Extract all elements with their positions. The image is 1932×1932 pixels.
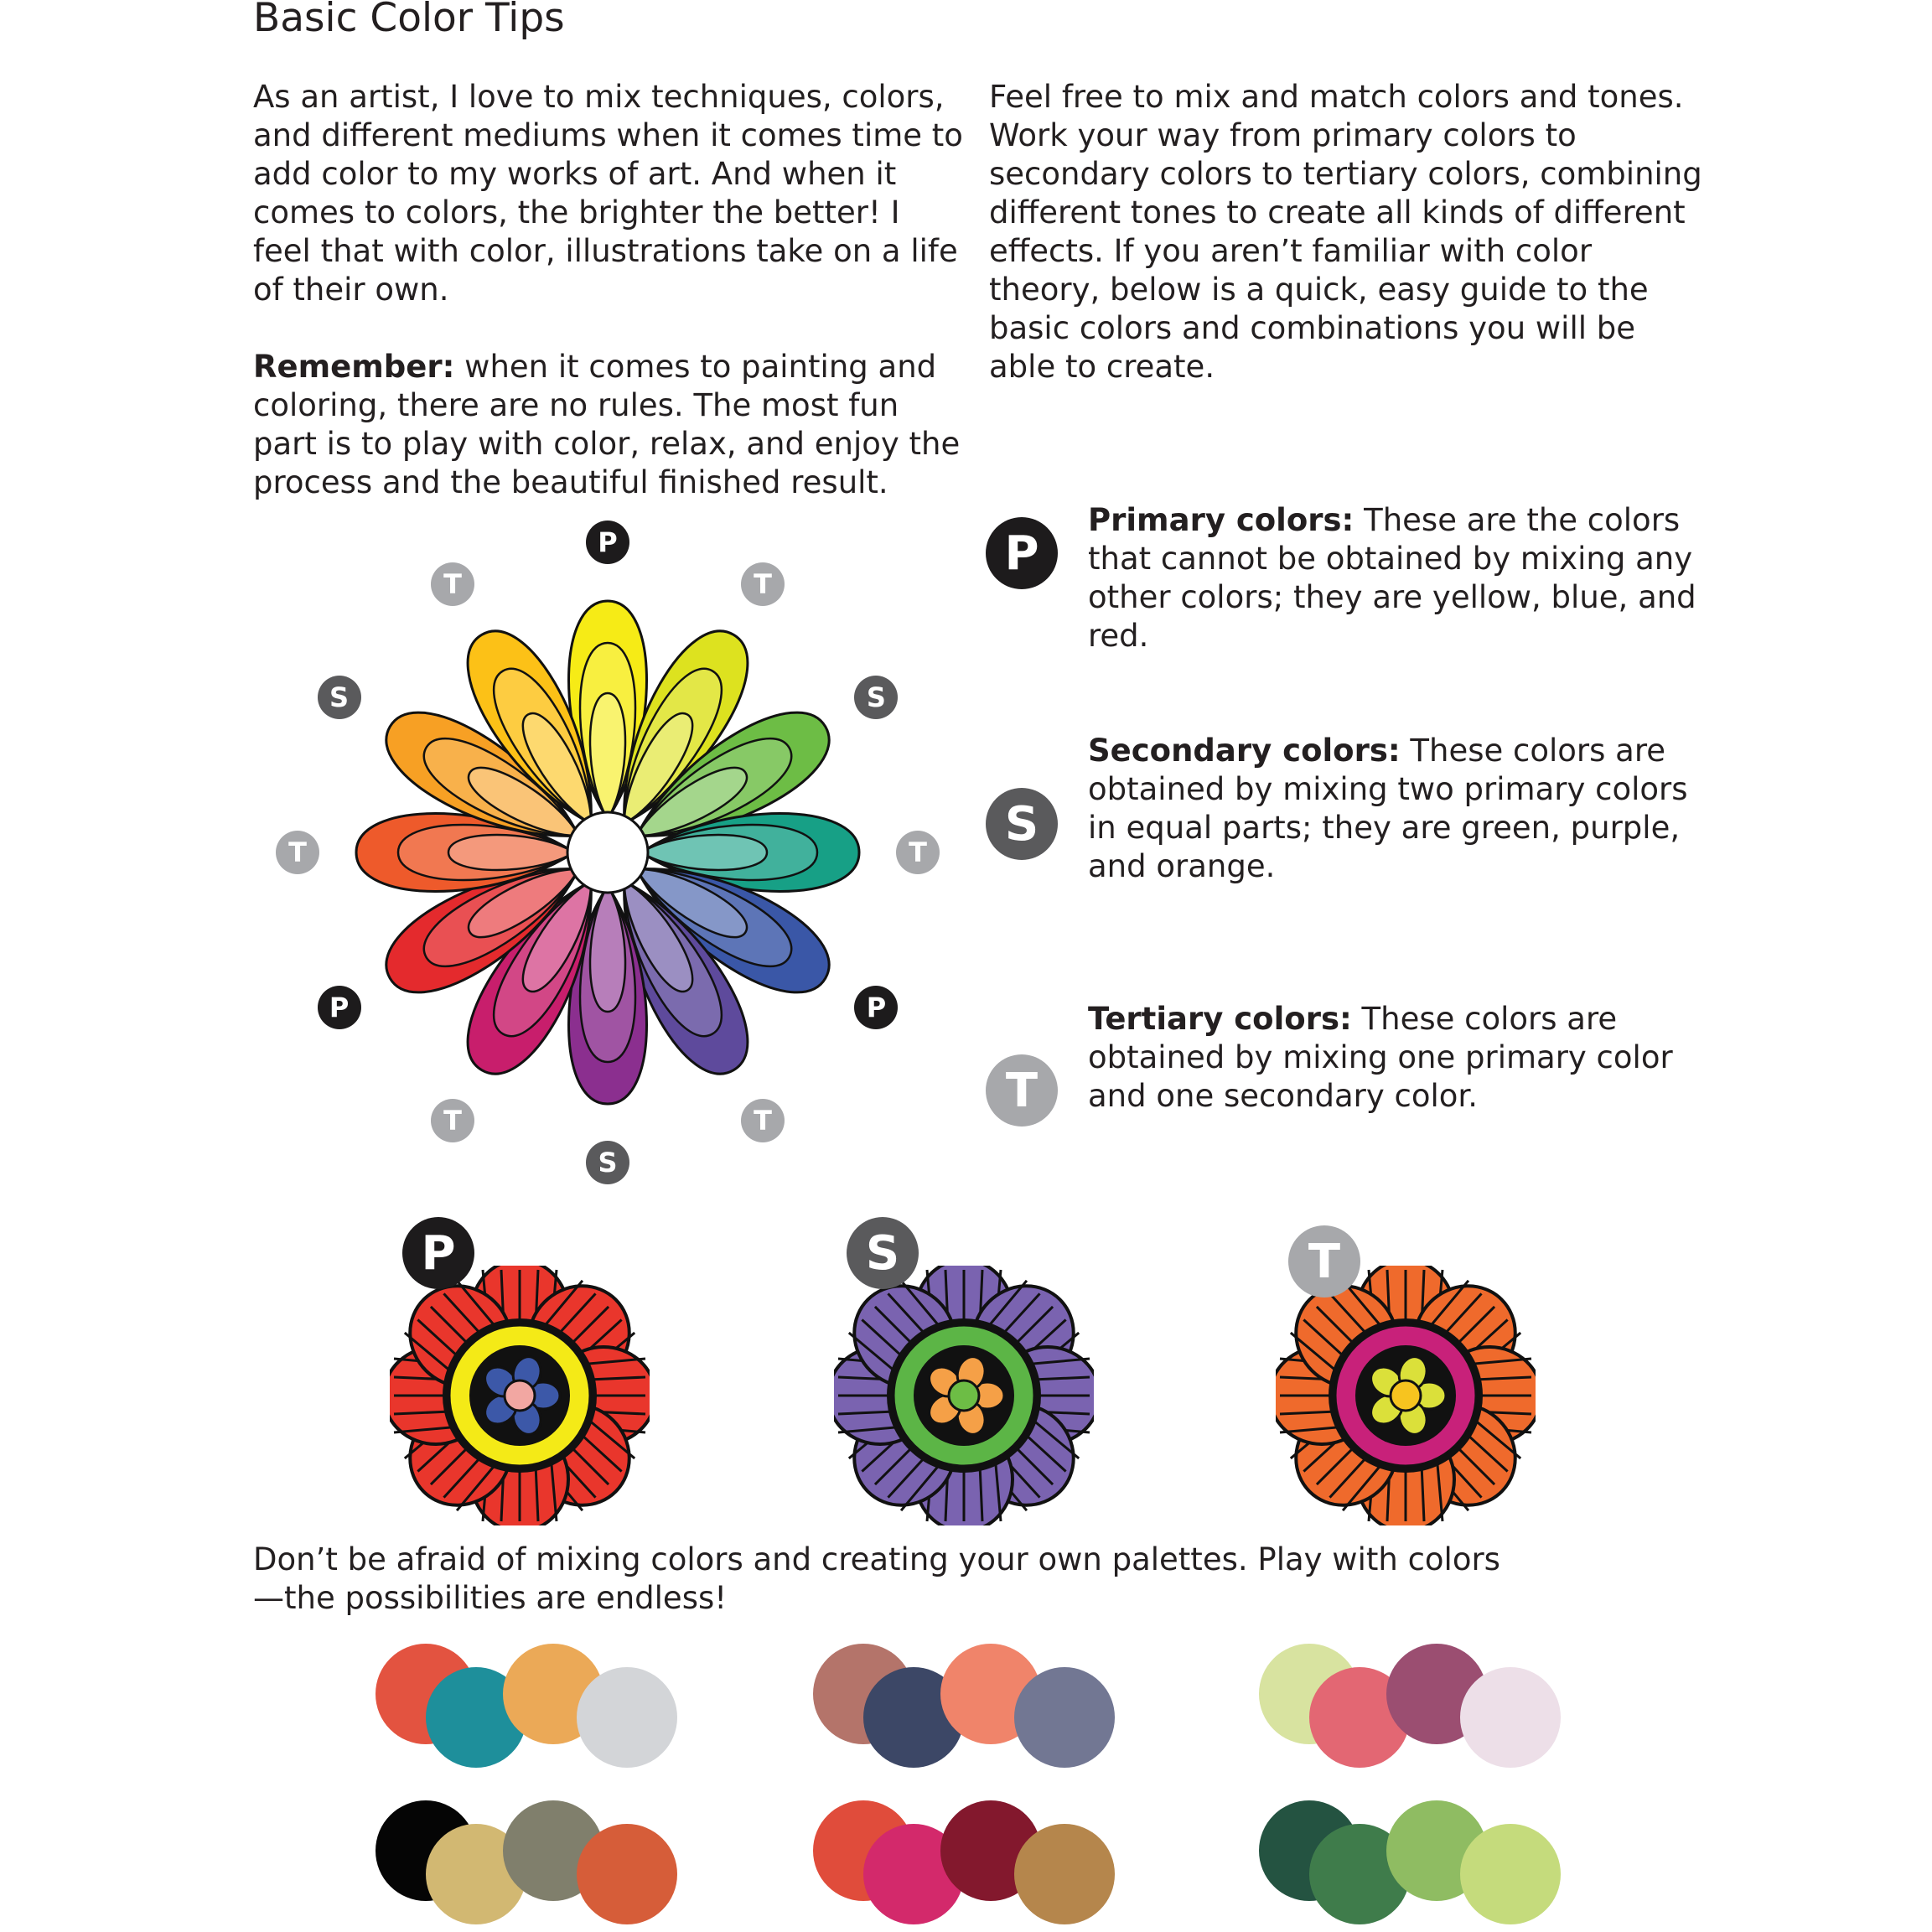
legend-primary-label: Primary colors: xyxy=(1088,502,1354,538)
wheel-badge-t-icon: T xyxy=(431,562,474,606)
legend-tertiary-label: Tertiary colors: xyxy=(1088,1001,1352,1037)
legend-primary xyxy=(1088,501,1708,655)
tertiary-badge-icon: T xyxy=(986,1054,1058,1127)
wheel-badge-t-icon: T xyxy=(741,562,785,606)
legend-tertiary-text: These colors are obtained by mixing one primary color and one secondary color. xyxy=(1088,1001,1673,1114)
intro-left-paragraph: As an artist, I love to mix techniques, colors, and different mediums when it comes time to add color to my works of art. And when it comes to colors, the brighter the better! I feel that with color, illustrations take on a life of their own. xyxy=(253,79,963,308)
wheel-badge-p-icon: P xyxy=(586,521,629,564)
color-wheel xyxy=(270,515,945,1190)
remember-label: Remember: xyxy=(253,349,455,385)
example-flower xyxy=(834,1266,1094,1525)
closing-paragraph: Don’t be afraid of mixing colors and creating your own palettes. Play with colors—the possibilities are endless! xyxy=(253,1541,1500,1616)
wheel-center xyxy=(567,812,648,893)
palette xyxy=(376,1645,694,1754)
palette xyxy=(813,1645,1132,1754)
wheel-badge-t-icon: T xyxy=(431,1099,474,1142)
legend-primary-text: These are the colors that cannot be obtained by mixing any other colors; they are yellow, blue, and red. xyxy=(1088,502,1696,654)
page-title: Basic Color Tips xyxy=(253,0,565,41)
wheel-badge-s-icon: S xyxy=(854,676,898,719)
flower-badge-t-icon: T xyxy=(1288,1225,1360,1297)
palette-swatch xyxy=(1460,1824,1561,1924)
remember-text: when it comes to painting and coloring, there are no rules. The most fun part is to play with color, relax, and enjoy the process and the beautiful finished result. xyxy=(253,349,961,500)
flower-badge-s-icon: S xyxy=(847,1217,919,1289)
wheel-badge-p-icon: P xyxy=(318,986,361,1029)
intro-right-paragraph: Feel free to mix and match colors and tones. Work your way from primary colors to secondary colors to tertiary colors, combining different tones to create all kinds of different effects. If you aren’t familiar with color theory, below is a quick, easy guide to the basic colors and combinations you will be able to create. xyxy=(989,79,1702,385)
palette-swatch xyxy=(577,1667,677,1768)
legend-secondary-text: These colors are obtained by mixing two primary colors in equal parts; they are green, purple, and orange. xyxy=(1088,733,1688,884)
palette-swatch xyxy=(1460,1667,1561,1768)
legend-secondary xyxy=(1088,732,1708,886)
wheel-badge-t-icon: T xyxy=(741,1099,785,1142)
wheel-badge-t-icon: T xyxy=(896,831,940,874)
palette-swatch xyxy=(1014,1824,1115,1924)
primary-badge-icon: P xyxy=(986,517,1058,589)
legend-secondary-label: Secondary colors: xyxy=(1088,733,1401,769)
flower-badge-p-icon: P xyxy=(402,1217,474,1289)
wheel-badge-s-icon: S xyxy=(318,676,361,719)
palette xyxy=(813,1802,1132,1911)
wheel-badge-p-icon: P xyxy=(854,986,898,1029)
wheel-badge-s-icon: S xyxy=(586,1141,629,1184)
palette-swatch xyxy=(1014,1667,1115,1768)
remember-paragraph xyxy=(253,348,966,502)
example-flower xyxy=(1276,1266,1536,1525)
secondary-badge-icon: S xyxy=(986,788,1058,860)
palette xyxy=(1259,1645,1577,1754)
palette xyxy=(1259,1802,1577,1911)
example-flower xyxy=(390,1266,650,1525)
palette-swatch xyxy=(577,1824,677,1924)
palette xyxy=(376,1802,694,1911)
legend-tertiary xyxy=(1088,1000,1708,1116)
wheel-badge-t-icon: T xyxy=(276,831,319,874)
